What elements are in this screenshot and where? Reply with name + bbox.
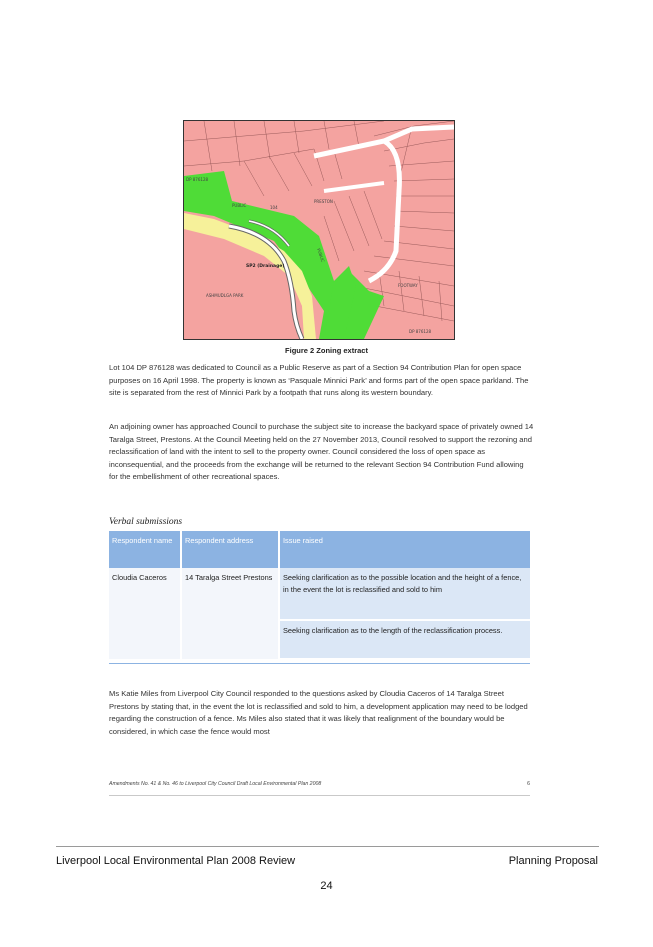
map-label-public-1: PUBLIC — [232, 203, 247, 208]
cell-address: 14 Taralga Street Prestons — [181, 568, 279, 659]
map-label-dp-bottom: DP 876128 — [409, 329, 432, 334]
zoning-map-graphic — [184, 121, 454, 339]
cell-respondent: Cloudia Caceros — [109, 568, 181, 659]
map-label-sp2: SP2 (Drainage) — [246, 264, 285, 269]
figure-caption: Figure 2 Zoning extract — [285, 346, 368, 355]
map-label-dp-top: DP 876128 — [186, 177, 209, 182]
map-label-park: ASHMUDLGA PARK — [206, 293, 244, 298]
cell-issue-1: Seeking clarification as to the possible location and the height of a fence, in the event the lot is reclassified and sold to him — [279, 568, 530, 620]
page-footer-doc-type: Planning Proposal — [508, 855, 598, 867]
table-bottom-border — [109, 663, 530, 664]
header-respondent-address: Respondent address — [181, 531, 279, 568]
header-respondent-name: Respondent name — [109, 531, 181, 568]
map-label-preston: PRESTON — [314, 199, 333, 204]
page-footer-divider — [56, 846, 599, 847]
inner-document-footer — [109, 781, 530, 787]
inner-footer-page: 6 — [527, 781, 530, 787]
page-number: 24 — [320, 880, 333, 892]
submissions-table — [109, 531, 530, 660]
paragraph-lot-dedication: Lot 104 DP 876128 was dedicated to Council as a Public Reserve as part of a Section 94 Contribution Plan for open space purposes on 16 April 1998. The property is known as ‘Pasquale Minnici Park’ and forms part of the open space parkland. The site is separated from the rest of Minnici Park by a footpath that runs along its western boundary. — [109, 363, 529, 398]
section-title-verbal-submissions: Verbal submissions — [109, 517, 183, 527]
inner-footer-text: Amendments No. 41 & No. 46 to Liverpool City Council Draft Local Environmental Plan 2008 — [109, 781, 322, 787]
zoning-map — [183, 120, 455, 340]
paragraph-council-response: Ms Katie Miles from Liverpool City Council responded to the questions asked by Cloudia Caceros of 14 Taralga Street Prestons by stating that, in the event the lot is reclassified and sold to him, a development application may need to be lodged regarding the construction of a fence. Ms Miles also stated that it was likely that realignment of the boundary would be considered, in which case the fence would most — [109, 689, 528, 736]
cell-issue-2: Seeking clarification as to the length of the reclassification process. — [279, 620, 530, 659]
table-row — [109, 568, 530, 620]
inner-footer-divider — [109, 795, 530, 796]
map-label-public-2: PUBLIC — [316, 247, 326, 263]
header-issue-raised: Issue raised — [279, 531, 530, 568]
page-footer-title: Liverpool Local Environmental Plan 2008 Review — [56, 855, 296, 867]
map-label-lot-104: 104 — [270, 205, 278, 210]
map-label-footway: FOOTWAY — [398, 283, 418, 288]
table-header-row — [109, 531, 530, 568]
paragraph-adjoining-owner: An adjoining owner has approached Council to purchase the subject site to increase the backyard space of privately owned 14 Taralga Street, Prestons. At the Council Meeting held on the 27 November 2013, Council resolved to support the rezoning and reclassification of land with the intent to sell to the property owner. Council considered the loss of open space as inconsequential, and the proceeds from the exchange will be returned to the relevant Section 94 Contribution Fund allowing for the embellishment of other recreational spaces. — [109, 422, 534, 482]
